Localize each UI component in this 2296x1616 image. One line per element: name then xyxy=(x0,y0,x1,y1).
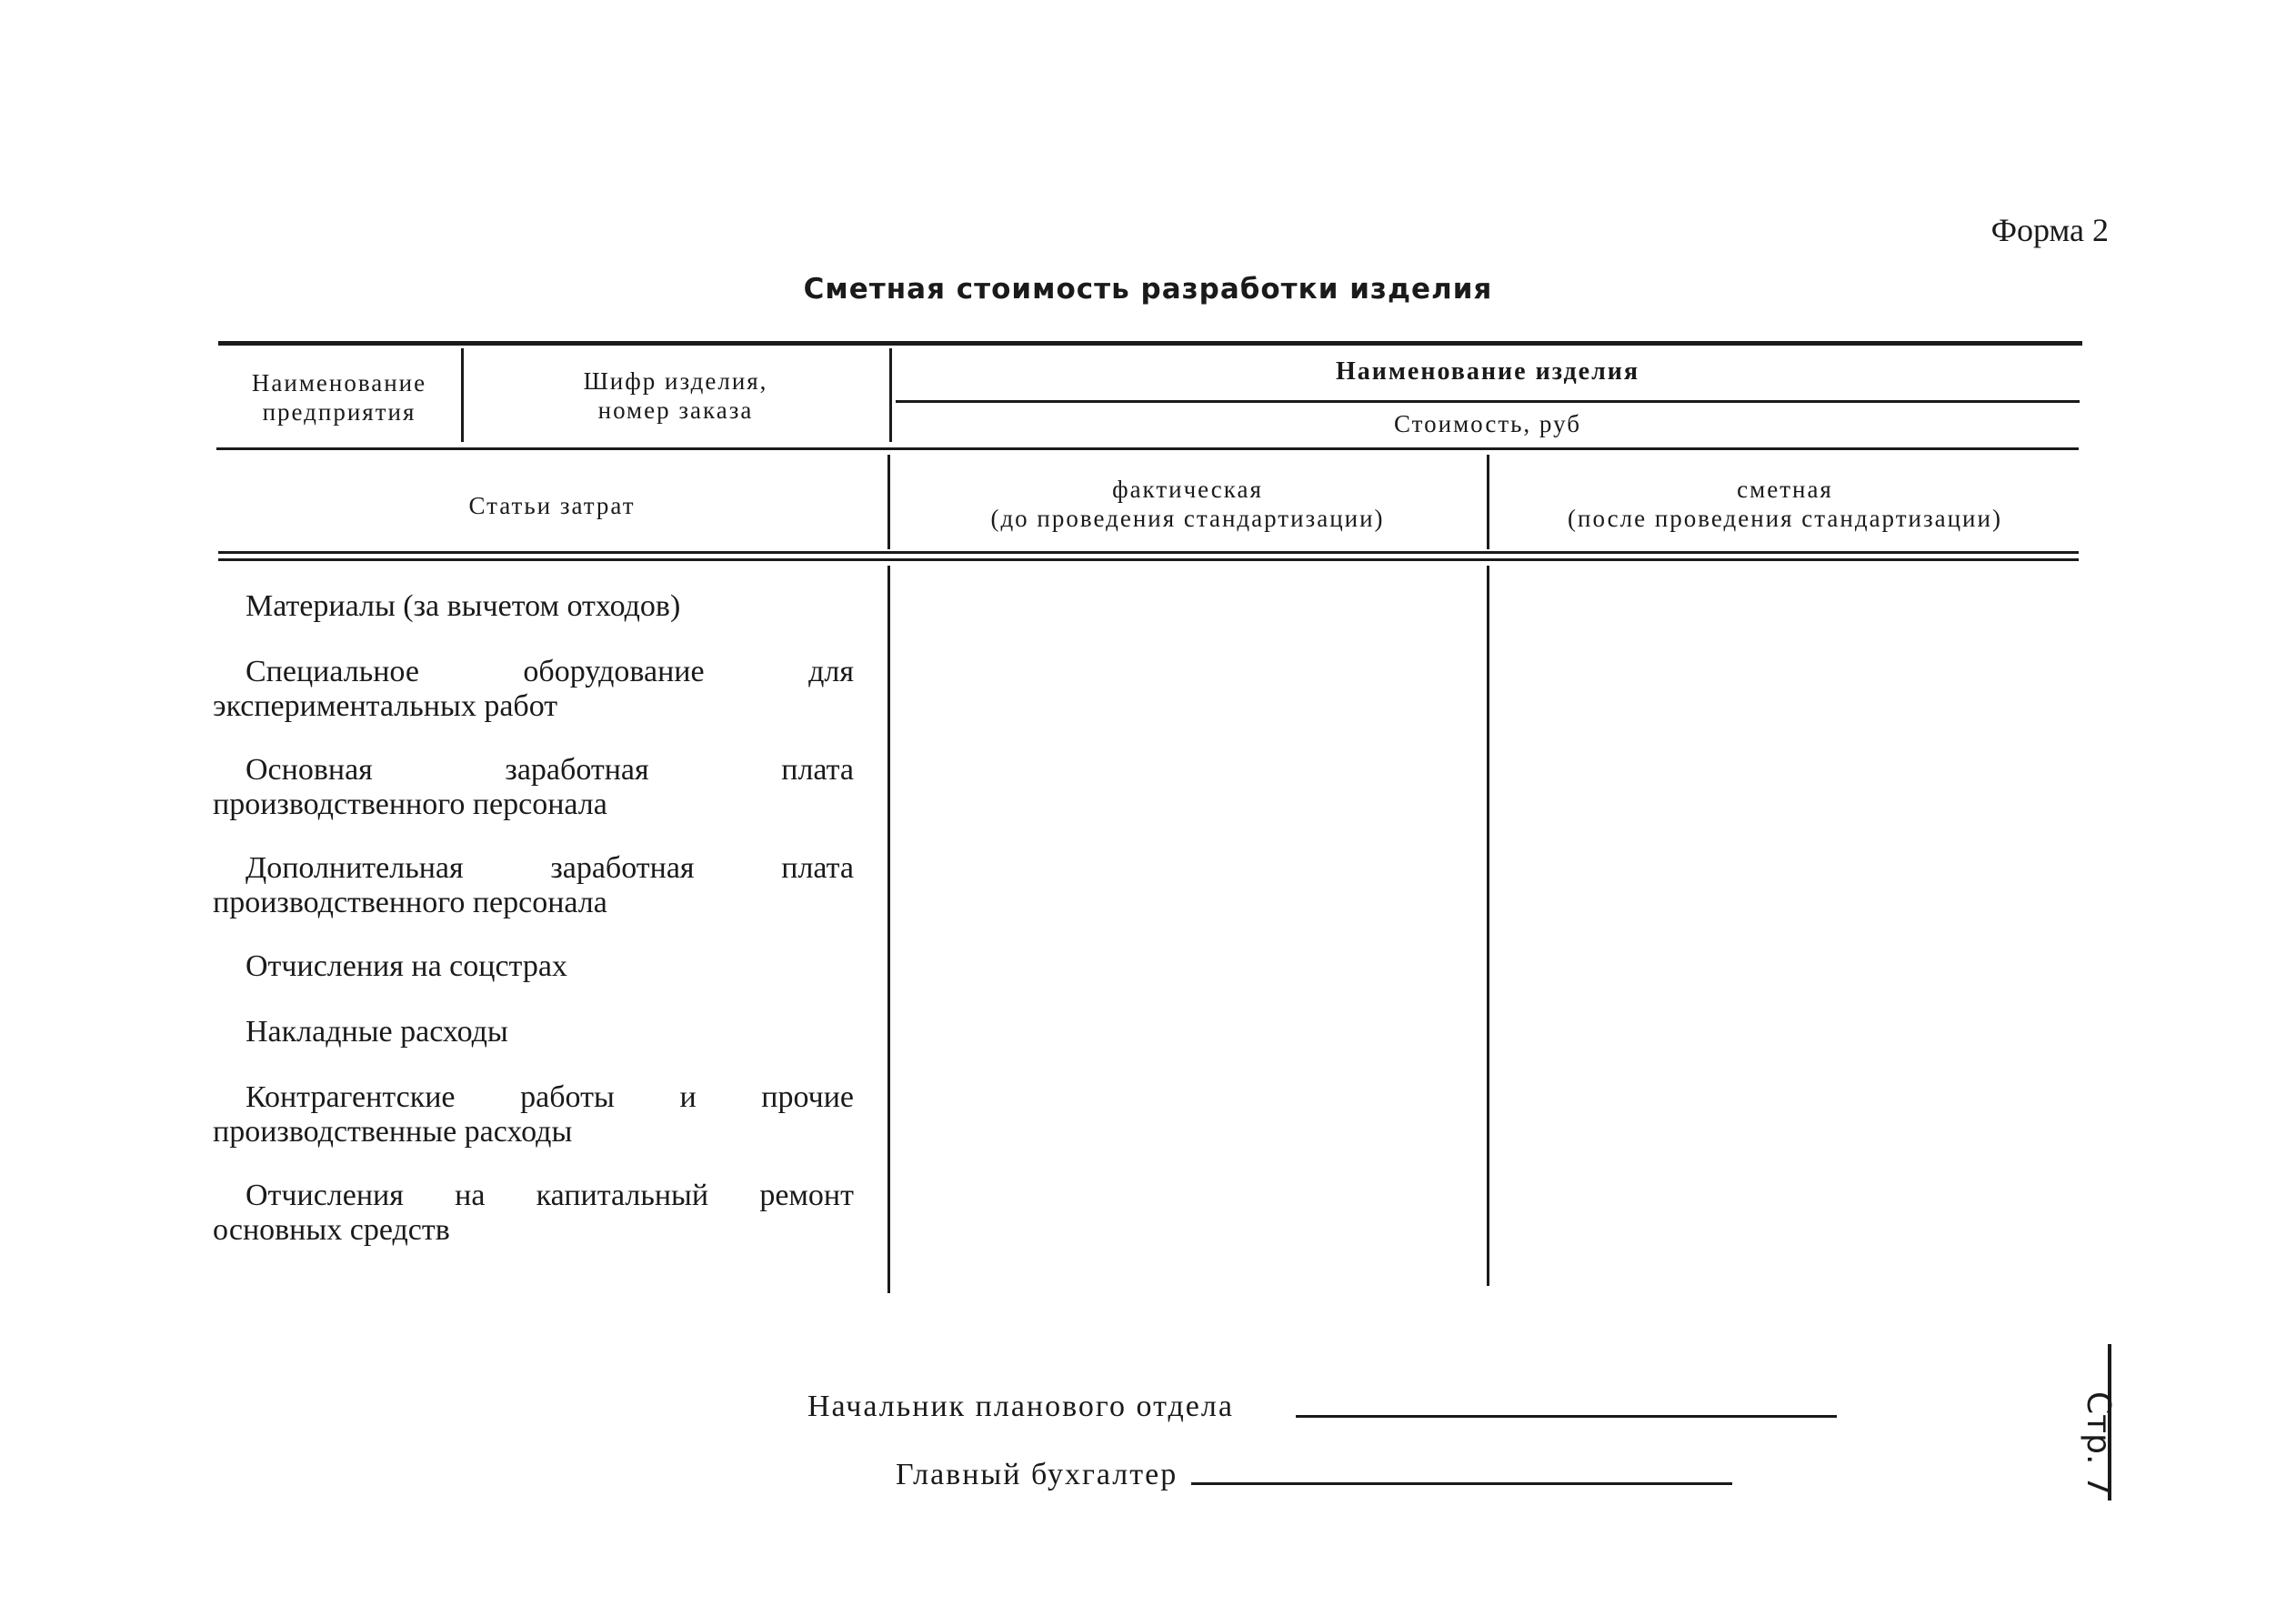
cost-item-label: Отчисления на соцстрах xyxy=(246,949,567,983)
product-name-rule xyxy=(896,400,2080,403)
page-number: Стр. 7 xyxy=(2080,1391,2117,1496)
cost-item-label: Основная заработная плата производственного персонала xyxy=(213,753,854,821)
document-title: Сметная стоимость разработки изделия xyxy=(803,273,1493,306)
col-divider-actual-body xyxy=(887,566,890,1293)
cost-item-label: Отчисления на капитальный ремонт основных средств xyxy=(213,1179,854,1247)
header-code-line1: Шифр изделия, xyxy=(583,367,768,395)
header-estimated-line1: сметная xyxy=(1737,476,1833,503)
header-enterprise-line2: предприятия xyxy=(262,398,416,426)
col-divider-estimated-body xyxy=(1487,566,1489,1286)
form-label: Форма 2 xyxy=(1990,212,2109,248)
header-product-name: Наименование изделия xyxy=(1335,357,1640,386)
header-actual xyxy=(891,475,1484,533)
cost-item-label: Дополнительная заработная плата производственного персонала xyxy=(213,851,854,919)
table-top-rule xyxy=(218,341,2082,346)
header-bottom-rule-2 xyxy=(218,558,2079,561)
cost-item-row xyxy=(213,1179,854,1248)
signature-planning-head-line[interactable] xyxy=(1296,1415,1837,1418)
header-estimated-line2: (после проведения стандартизации) xyxy=(1568,505,2002,532)
header-mid-rule xyxy=(216,447,2079,450)
header-code xyxy=(464,366,887,425)
signature-planning-head-label: Начальник планового отдела xyxy=(807,1390,1234,1423)
header-enterprise xyxy=(218,368,460,427)
cost-item-row xyxy=(213,655,854,724)
col-divider-code xyxy=(889,348,892,442)
cost-item-label: Контрагентские работы и прочие производственные расходы xyxy=(213,1080,854,1149)
cost-item-row xyxy=(213,753,854,822)
col-divider-estimated-header xyxy=(1487,455,1489,549)
cost-item-row xyxy=(213,1015,854,1049)
cost-item-row xyxy=(213,1080,854,1149)
header-actual-line1: фактическая xyxy=(1112,476,1263,503)
cost-item-label: Специальное оборудование для экспериментальных работ xyxy=(213,655,854,723)
header-estimated xyxy=(1491,475,2079,533)
cost-item-row xyxy=(213,949,854,984)
signature-chief-accountant-label: Главный бухгалтер xyxy=(896,1458,1178,1491)
header-enterprise-line1: Наименование xyxy=(251,369,427,396)
header-code-line2: номер заказа xyxy=(597,396,754,424)
header-cost-items: Статьи затрат xyxy=(468,492,636,519)
cost-item-row xyxy=(213,851,854,920)
cost-item-label: Материалы (за вычетом отходов) xyxy=(246,589,681,623)
cost-item-label: Накладные расходы xyxy=(246,1015,508,1049)
header-actual-line2: (до проведения стандартизации) xyxy=(990,505,1385,532)
header-cost: Стоимость, руб xyxy=(1394,410,1581,437)
header-bottom-rule-1 xyxy=(218,551,2079,554)
signature-chief-accountant-line[interactable] xyxy=(1191,1482,1732,1485)
col-divider-actual-header xyxy=(887,455,890,549)
cost-item-row xyxy=(213,589,854,624)
